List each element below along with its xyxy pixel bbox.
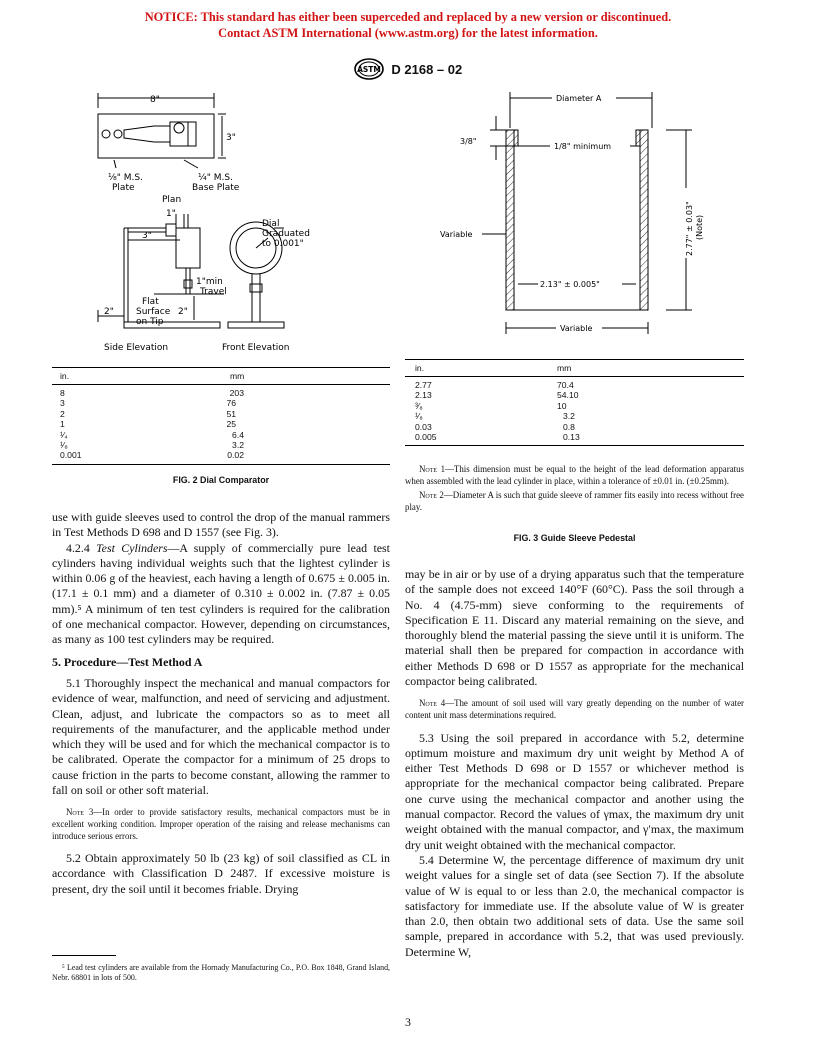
table-row [52,388,390,398]
fig2-caption: FIG. 2 Dial Comparator [172,475,270,485]
paragraph-continued: use with guide sleeves used to control the drop of the manual rammers in Test Methods D 698 and D 1557 (see Fig. 3). [52,510,390,540]
cell-in: 2.77 [415,380,432,390]
designation: D 2168 – 02 [391,62,463,77]
cell-mm: 203 [229,388,244,398]
fig3-conversion-table [405,359,744,446]
cell-mm: 70.4 [557,380,574,390]
note-3 [52,807,390,842]
side-elevation-label: Side Elevation [104,343,169,353]
cell-mm: 3.2 [563,411,575,422]
note-4-label: Note 4 [419,698,446,709]
dim-2in-right-label: 2" [178,307,188,317]
note-ref-label: (Note) [695,214,704,240]
fig3-caption: FIG. 3 Guide Sleeve Pedestal [513,533,636,543]
flat-label-3: on Tip [136,317,164,327]
note-2-text: —Diameter A is such that guide sleeve of rammer fits easily into recess without free play. [405,490,745,512]
col-header-in: in. [60,371,70,381]
cell-in: 0.001 [60,450,82,461]
fig3-guide-sleeve-drawing [430,88,740,350]
dim-8in-label: 8" [150,95,160,105]
cell-in: 8 [60,388,65,398]
cell-mm: 51 [226,408,236,419]
table-row [52,440,390,450]
paragraph-5-4: 5.4 Determine W, the percentage difference of maximum dry unit weight values for a single set of data (see Section 7). If the absolute value of W is equal to or less than 2.0, the mechanical compactor is satisfactory for immediate use. If the absolute value of W is greater than 2.0, then obtain two additional sets of data. Use the same soil sample, prepared in accordance with 5.2, that was used previously. Determine W, [405,852,744,959]
fig3-note-2 [405,490,744,513]
variable-left-label: Variable [440,230,473,239]
three-eighths-label: 3/8" [460,137,477,146]
cell-in: 2.13 [415,390,432,401]
fig3-note-1 [405,464,744,487]
cell-in: 3 [60,398,65,409]
cell-mm: 0.02 [227,450,244,461]
cell-mm: 54.10 [557,390,579,401]
table-body [52,385,390,465]
fig2-dial-comparator-drawing [84,88,324,356]
footnote-rule [52,955,116,956]
paragraph-4-2-4 [52,541,390,648]
notice-line-2: Contact ASTM International (www.astm.org) for the latest information. [218,25,598,40]
plate-1-label: ¹⁄₈" M.S. [108,173,143,183]
note-4-text: —The amount of soil used will vary greatly depending on the number of water content unit mass determinations required. [405,698,744,720]
section-5-heading: 5. Procedure—Test Method A [52,654,203,669]
table-header [405,359,744,377]
dim-2in-left-label: 2" [104,307,114,317]
height-277-label: 2.77" ± 0.03" [685,201,694,256]
col-header-mm: mm [230,371,245,381]
dim-3in-label: 3" [226,133,236,143]
note-3-label: Note 3 [66,807,94,818]
note-2-label: Note 2 [419,490,444,501]
notice-line-1: NOTICE: This standard has either been superceded and replaced by a new version or discontinued. [144,10,672,24]
cell-mm: 3.2 [232,439,244,450]
col-header-mm: mm [557,363,572,373]
footnote-5: ⁵ Lead test cylinders are available from the Hornady Manufacturing Co., P.O. Box 1848, Grand Island, Nebr. 68801 in lots of 500. [52,963,390,983]
table-header [52,367,390,385]
flat-label-2: Surface [136,307,171,317]
table-row [52,450,390,460]
table-row [52,430,390,440]
travel-label-2: Travel [200,287,227,297]
table-row [52,419,390,429]
dial-label-2: Graduated [262,229,310,239]
notice-banner [0,10,816,41]
paragraph-5-3: 5.3 Using the soil prepared in accordance with 5.2, determine optimum moisture and maximum dry unit weight by Method A of either Test Methods D 698 or D 1557 or whichever method is appropriate for the mechanical compactor being calibrated. Prepare one curve using the mechanical compactor and another using the manual compactor. Record the values of γmax, the maximum dry unit weight obtained with the manual compactor, and γ′max, the maximum dry unit weight obtained with the mechanical compactor. [405,730,744,852]
col-header-in: in. [415,363,425,373]
cell-mm: 0.13 [563,431,580,442]
dial-label-1: Dial [262,219,280,229]
section-title: Test Cylinders [96,540,168,555]
note-4 [405,698,744,721]
section-text: —A supply of commercially pure lead test cylinders having individual weights such that the lightest cylinder is within 0.06 g of the heaviest, each having a length of 0.675 ± 0.005 in. (17.1 ± 0.1 mm) and a diameter of 0.310 ± 0.002 in. (7.87 ± 0.05 mm).⁵ A minimum of ten test cylinders is required for the calibration of one mechanical compactor. However, depending on circumstances, as many as 100 test cylinders may be required. [52,540,390,647]
variable-bottom-label: Variable [560,324,593,333]
cell-mm: 0.8 [563,421,575,432]
flat-label-1: Flat [142,297,159,307]
dim-3in-side-label: 3" [142,231,152,241]
table-row [52,398,390,408]
paragraph-continued: may be in air or by use of a drying apparatus such that the temperature of the sample does not exceed 140°F (60°C). Pass the soil through a No. 4 (4.75-mm) sieve conforming to the requirements of Specification E 11. Discard any material remaining on the sieve, and thoroughly blend the material passing the sieve until it is uniform. The material shall then be prepared for compaction in accordance with either Methods D 698 or D 1557 as appropriate for the mechanical compactor being calibrated. [405,567,744,689]
astm-logo-icon [354,58,384,80]
plate-2-label: ¹⁄₄" M.S. [198,173,233,183]
diameter-a-label: Diameter A [556,94,602,103]
paragraph-5-1: 5.1 Thoroughly inspect the mechanical and manual compactors for evidence of wear, malfunction, and need of servicing and adjustment. Clean, adjust, and lubricate the compactors so as to meet all requirements of the manufacturer, and the applicable method under which they will be used and for which the mechanical compactor is to be calibrated. Operate the compactor for a minimum of 25 drops to cause friction in the parts to become constant, allowing the rammer to fall on soil or other soft material. [52,675,390,798]
diameter-213-label: 2.13" ± 0.005" [540,280,600,289]
cell-mm: 10 [557,400,567,411]
table-row [405,380,744,390]
cell-in: ¹⁄₄ [60,429,68,440]
cell-in: ¹⁄₈ [60,439,68,450]
cell-in: 2 [60,408,65,419]
fig2-conversion-table [52,367,390,465]
table-row [405,422,744,432]
section-number: 4.2.4 [66,540,90,555]
plan-label: Plan [162,195,182,205]
table-row [405,390,744,400]
fig3-notes [405,464,744,513]
cell-in: ¹⁄₈ [415,411,423,422]
dim-1in-label: 1" [166,209,176,219]
cell-in: ³⁄₈ [415,400,423,411]
cell-in: 0.03 [415,421,432,432]
document-header [0,58,816,80]
right-column [405,567,744,960]
note-3-text: —In order to provide satisfactory results, mechanical compactors must be in excellent working condition. Improper operation of the raising and release mechanisms can introduce serious errors. [52,807,390,841]
cell-in: 1 [60,419,65,430]
plate-1b-label: Plate [112,183,135,193]
note-1-label: Note 1 [419,464,446,474]
plate-2b-label: Base Plate [192,183,240,193]
page-number: 3 [405,1015,411,1029]
note-1-text: —This dimension must be equal to the height of the lead deformation apparatus when assembled with the lead cylinder in place, within a tolerance of ±0.01 in. (±0.25mm). [405,464,745,486]
table-body [405,377,744,446]
paragraph-5-2: 5.2 Obtain approximately 50 lb (23 kg) of soil classified as CL in accordance with Classification D 2487. If excessive moisture is present, dry the soil until it becomes friable. Drying [52,851,390,896]
eighth-minimum-label: 1/8" minimum [554,142,612,151]
left-column [52,510,390,897]
table-row [405,411,744,421]
cell-mm: 25 [226,419,236,430]
table-row [405,401,744,411]
travel-label-1: 1"min [196,277,223,287]
cell-mm: 76 [226,398,236,409]
dial-label-3: to 0.001" [262,239,304,249]
cell-in: 0.005 [415,431,437,442]
cell-mm: 6.4 [232,429,244,440]
table-row [405,432,744,442]
front-elevation-label: Front Elevation [222,343,290,353]
table-row [52,409,390,419]
svg-text:ASTM: ASTM [356,65,381,74]
